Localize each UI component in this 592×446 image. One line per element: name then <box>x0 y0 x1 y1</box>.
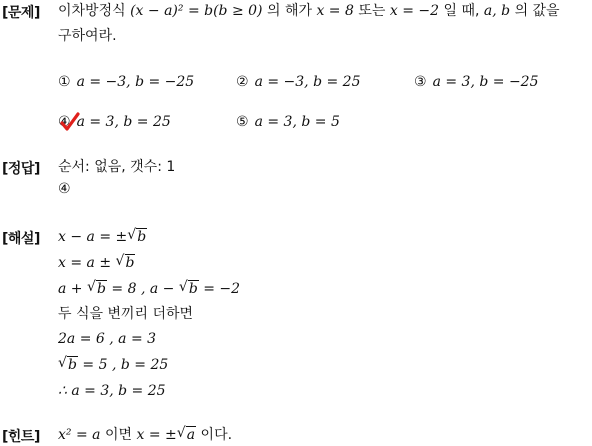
solution-line-5: 2a = 6 , a = 3 <box>58 331 157 347</box>
choice-number: ⑤ <box>236 114 249 130</box>
answer-order: 순서: 없음, 갯수: 1 <box>58 159 176 175</box>
solution-label: [해설] <box>2 231 40 247</box>
problem-vars: a, b <box>483 3 511 19</box>
choice-text: a = 3, b = 5 <box>254 114 340 130</box>
solution-line-4: 두 식을 변끼리 더하면 <box>58 306 194 322</box>
solution-line-1: x − a = ±√ b <box>58 228 147 246</box>
problem-label: [문제] <box>2 5 40 21</box>
problem-text-2: 의 해가 <box>266 3 312 19</box>
choice-text: a = 3, b = 25 <box>76 114 171 130</box>
problem-line-1 <box>58 2 560 20</box>
choice-text: a = −3, b = −25 <box>76 74 195 90</box>
answer-label: [정답] <box>2 161 40 177</box>
choice-2[interactable] <box>236 74 361 90</box>
hint-line <box>58 426 232 444</box>
problem-text-4: 일 때, <box>443 3 480 19</box>
problem-text-1: 이차방정식 <box>58 3 126 19</box>
choice-3[interactable] <box>414 74 539 90</box>
checkmark-icon <box>60 112 80 132</box>
choice-1[interactable] <box>58 74 194 90</box>
hint-label: [힌트] <box>2 429 40 445</box>
problem-text-3: 또는 <box>358 3 386 19</box>
choice-text: a = −3, b = 25 <box>254 74 361 90</box>
hint-mid: 이면 <box>104 427 133 443</box>
hint-end: 이다. <box>200 427 233 443</box>
solution-line-3: a + √ b = 8 , a − √ b = −2 <box>58 280 240 298</box>
solution-line-7: ∴ a = 3, b = 25 <box>58 383 166 399</box>
choice-5[interactable] <box>236 114 340 130</box>
answer-value: ④ <box>58 181 71 197</box>
hint-equation: x² = a <box>58 427 101 443</box>
problem-text-5: 의 값을 <box>514 3 560 19</box>
choice-number: ② <box>236 74 249 90</box>
problem-line-2: 구하여라. <box>58 28 117 44</box>
problem-cond-1: x = 8 <box>316 3 354 19</box>
choice-number: ④ <box>58 114 71 130</box>
problem-cond-2: x = −2 <box>389 3 440 19</box>
choice-number: ③ <box>414 74 427 90</box>
solution-line-6: √ b = 5 , b = 25 <box>58 356 168 374</box>
choice-text: a = 3, b = −25 <box>432 74 539 90</box>
hint-result: x = ±√ a <box>136 427 196 443</box>
problem-equation: (x − a)² = b(b ≥ 0) <box>130 3 263 19</box>
choice-number: ① <box>58 74 71 90</box>
solution-line-2: x = a ± √ b <box>58 254 135 272</box>
